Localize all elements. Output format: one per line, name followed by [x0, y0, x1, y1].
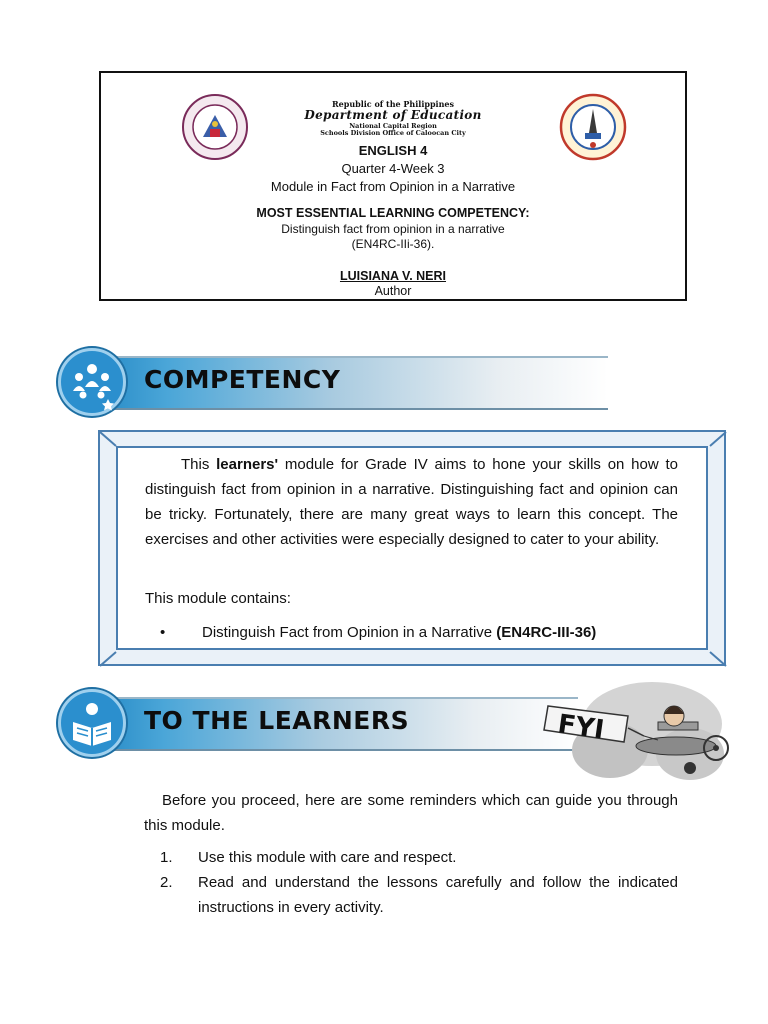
learners-intro [144, 788, 678, 838]
division-line: Schools Division Office of Caloocan City [320, 129, 466, 138]
subject-block [101, 142, 685, 196]
reminders-list [160, 845, 678, 920]
bullet-text: Distinguish Fact from Opinion in a Narrative [202, 624, 497, 641]
list-item [160, 870, 678, 920]
competency-banner [58, 352, 618, 414]
banner-badge [58, 348, 126, 416]
bullet-dot: • [160, 624, 166, 641]
module-title: Module in Fact from Opinion in a Narrative [270, 179, 516, 194]
fyi-label: FYI [555, 709, 606, 746]
paragraph-start: This [181, 456, 217, 473]
region-line: National Capital Region [349, 121, 437, 130]
competency-paragraph [145, 452, 678, 552]
deped-letterhead [101, 100, 685, 138]
learners-intro-text: Before you proceed, here are some reminders which can guide you through this module. [144, 792, 678, 834]
bullet-code: (EN4RC-III-36) [496, 624, 597, 641]
author-role: Author [374, 284, 412, 298]
paragraph-rest: module for Grade IV aims to hone your skills on how to distinguish fact from opinion in a narrative. Distinguishing fact and opinion can be tricky. Fortunately, there are many great ways to learn this concept. The exercises and other activities were especially designed to cater to your ability. [145, 456, 678, 548]
republic-line: Republic of the Philippines [331, 99, 454, 109]
melc-text: Distinguish fact from opinion in a narrative [281, 221, 505, 236]
module-contains-label: This module contains: [145, 590, 291, 607]
list-text: Read and understand the lessons carefully and follow the indicated instructions in every activity. [198, 874, 678, 916]
subject-title: ENGLISH 4 [358, 143, 428, 158]
melc-code: (EN4RC-IIi-36). [351, 237, 435, 251]
paragraph-bold: learners' [216, 456, 279, 473]
list-text: Use this module with care and respect. [198, 849, 457, 866]
learners-banner [58, 693, 618, 755]
banner-badge [58, 689, 126, 757]
reader-book-icon [61, 692, 123, 754]
list-number: 1. [160, 849, 173, 866]
quarter-line: Quarter 4-Week 3 [341, 161, 445, 176]
list-number: 2. [160, 874, 173, 891]
author-name: LUISIANA V. NERI [339, 269, 447, 283]
department-line: Department of Education [304, 108, 482, 123]
list-item [160, 845, 678, 870]
people-group-icon [61, 351, 123, 413]
competency-title: COMPETENCY [144, 365, 341, 394]
learners-title: TO THE LEARNERS [144, 706, 410, 735]
bullet-text-wrap [202, 624, 596, 641]
author-block [101, 269, 685, 299]
fyi-airplane-icon [540, 676, 730, 788]
melc-title: MOST ESSENTIAL LEARNING COMPETENCY: [256, 206, 530, 220]
melc-block [101, 206, 685, 253]
module-header [99, 71, 687, 301]
